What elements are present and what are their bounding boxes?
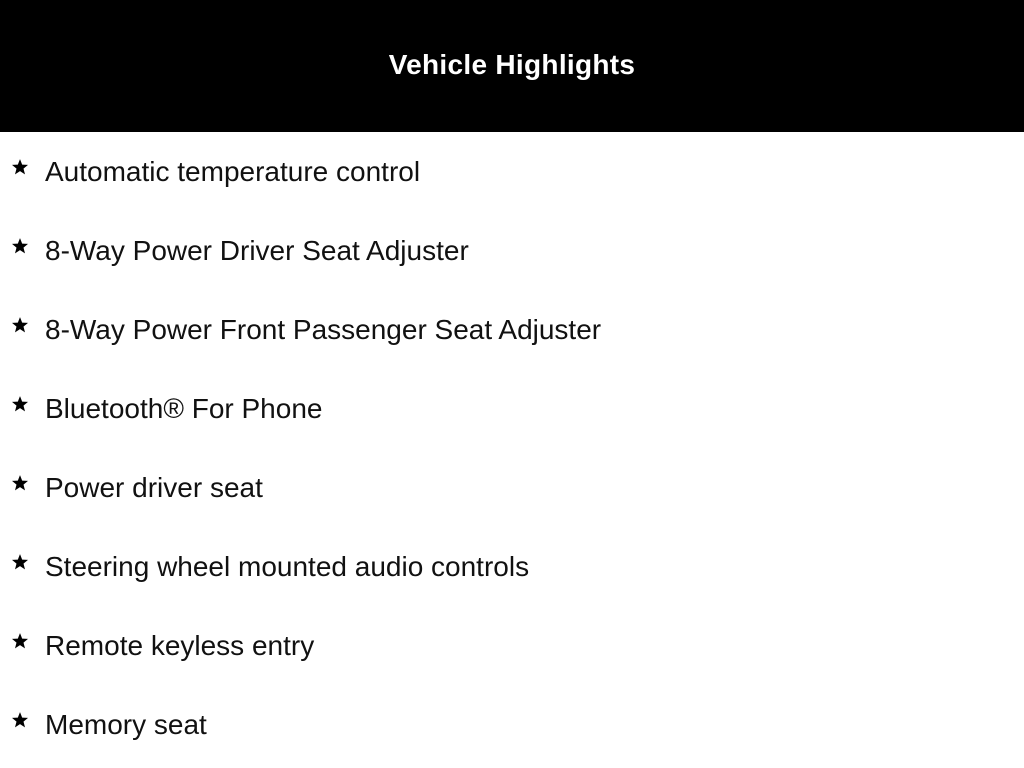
feature-label: Memory seat — [45, 709, 207, 740]
star-icon — [10, 236, 30, 256]
page-header — [0, 0, 1024, 132]
list-item — [0, 448, 1024, 527]
page-title: Vehicle Highlights — [388, 49, 636, 80]
feature-label: Automatic temperature control — [45, 156, 421, 187]
star-icon — [10, 473, 30, 493]
list-item — [0, 685, 1024, 764]
list-item — [0, 290, 1024, 369]
star-icon — [10, 315, 30, 335]
star-icon — [10, 710, 30, 730]
list-item — [0, 132, 1024, 211]
feature-label: Remote keyless entry — [45, 630, 315, 661]
feature-label: 8-Way Power Driver Seat Adjuster — [45, 235, 469, 266]
list-item — [0, 606, 1024, 685]
star-icon — [10, 157, 30, 177]
star-icon — [10, 552, 30, 572]
feature-label: Steering wheel mounted audio controls — [45, 551, 530, 582]
star-icon — [10, 394, 30, 414]
list-item — [0, 211, 1024, 290]
star-icon — [10, 631, 30, 651]
feature-label: Power driver seat — [45, 472, 263, 503]
feature-label: 8-Way Power Front Passenger Seat Adjuster — [45, 314, 602, 345]
feature-label: Bluetooth® For Phone — [45, 393, 323, 424]
list-item — [0, 527, 1024, 606]
feature-list — [0, 132, 1024, 764]
list-item — [0, 369, 1024, 448]
